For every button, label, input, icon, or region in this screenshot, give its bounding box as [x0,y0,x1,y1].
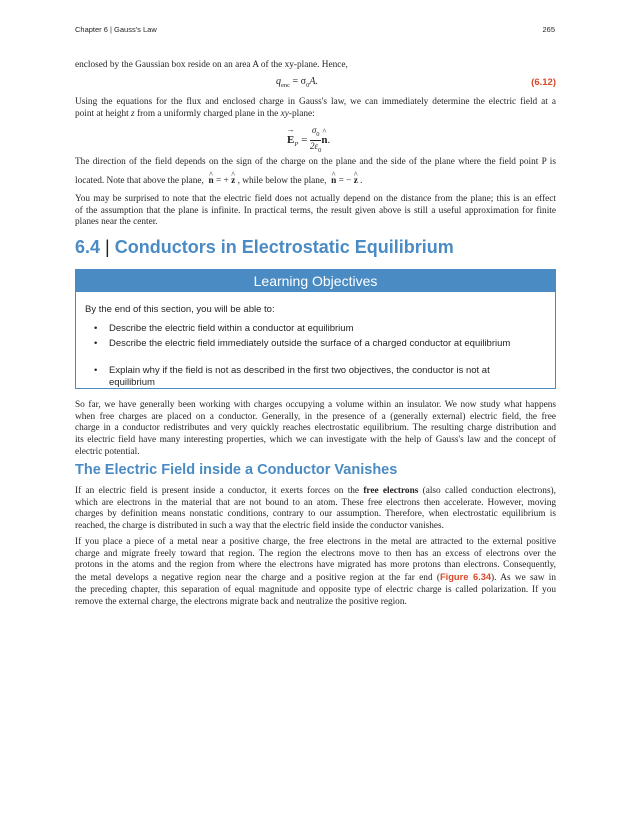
chapter-title: Chapter 6 | Gauss's Law [75,25,157,34]
paragraph-gaussian-box [75,60,556,72]
text-run: point at height [75,108,132,119]
text-run: . [360,175,363,186]
text-run: If an electric field is present inside a conductor, it exerts forces on the [75,486,364,496]
learning-objectives-intro: By the end of this section, you will be able to: [85,304,275,315]
paragraph-line: its electric field have many interesting properties, which we can investigate with the help of Gauss's law and the concept of [75,435,556,446]
paragraph-line [75,572,556,585]
paragraph-line: reached, the charge is distributed in such a way that the electric field inside the conductor vanishes. [75,521,444,532]
sigma: σ [311,125,317,135]
epsilon: 2ε [310,140,319,151]
paragraph-line: enclosed by the Gaussian box reside on an area A of the xy-plane. Hence, [75,60,348,70]
paragraph-line: of the assumption that the plane is infinite. In practical terms, the result given above is still a useful approximation for finite [75,205,556,216]
eq-rhs-sub: 0 [306,82,310,89]
objective-item: • Explain why if the field is not as described in the first two objectives, the conductor is not at equilibrium [109,365,529,389]
paragraph-line: charge and migrate freely toward that region. The region the electrons move to then has an excess of electrons over the [75,548,556,559]
eq-lhs-sub: enc [281,82,291,89]
paragraph-line [75,176,556,188]
math-op: = + [215,175,229,186]
paragraph-line: planes near the center. [75,217,158,228]
paragraph-line [75,486,556,498]
z-hat: ^ z [231,176,235,188]
learning-objectives-box [75,269,556,389]
n-hat: ^ n [321,134,327,146]
math-op: = − [338,175,352,186]
text-run: the metal develops a negative region near the charge and a positive region at the far end ( [75,573,440,584]
paragraph-line: which are electrons in the material that are not bound to an atom. These free electrons then accelerate. However, moving [75,497,556,508]
eq-lhs: q [276,76,281,87]
paragraph-so-far [75,400,556,459]
objective-item: • Describe the electric field within a conductor at equilibrium [109,323,529,335]
eq-rhs: = σ [292,76,307,87]
paragraph-line [75,109,556,121]
page-header [75,25,555,37]
equation-field-plane [287,125,330,156]
paragraph-direction [75,157,556,187]
text-run: , while below the plane, [237,175,327,186]
paragraph-metal-piece [75,537,556,608]
page-number: 265 [542,25,555,34]
math-var: z [131,108,135,119]
eq-equals: = [301,133,308,146]
eq-rhs-tail: A. [309,76,318,87]
paragraph-line: charge in a conductor redistributes and very quickly reaches electrostatic equilibrium. The resulting charge distribution and [75,423,556,434]
paragraph-line: electric potential. [75,446,140,457]
paragraph-line: when free charges are placed on a conductor. Generally, in the presence of a (generally external) electric field, the free [75,411,556,422]
equation-number: (6.12) [531,77,556,88]
section-number: 6.4 [75,237,101,257]
sub: 0 [318,146,322,154]
section-bar: | [105,237,110,257]
z-hat: ^ z [354,176,358,188]
math-var: xy [280,108,289,119]
text-run: located. Note that above the plane, [75,175,204,186]
paragraph-line: So far, we have generally been working with charges occupying a volume within an insulator. We now study what happens [75,400,556,410]
paragraph-line: the preceding chapter, this separation of equal magnitude and opposite type of electric charge is called polarization. If you [75,584,556,595]
period: . [327,133,331,146]
subsection-heading: The Electric Field inside a Conductor Vanishes [75,462,398,478]
text-run: from a uniformly charged plane in the [134,108,281,119]
paragraph-line: charges by definition means nonstatic conditions, contrary to our assumption. Therefore, when electrostatic equilibrium is [75,509,556,520]
section-title: Conductors in Electrostatic Equilibrium [114,237,454,257]
e-vector: → E [287,134,294,146]
n-hat: ^ n [331,176,336,188]
fraction-denominator [310,141,321,156]
key-term: free electrons [363,486,419,496]
paragraph-line: remove the external charge, the electrons migrate back and neutralize the positive region. [75,596,407,607]
figure-link[interactable]: Figure 6.34 [439,572,492,583]
paragraph-line: The direction of the field depends on the sign of the charge on the plane and the side of the plane where the field point P is [75,157,556,167]
paragraph-using-equations [75,97,556,120]
fraction-numerator [310,125,321,141]
paragraph-line: If you place a piece of a metal near a positive charge, the free electrons in the metal are attracted to the external positive [75,537,556,547]
section-heading [75,237,454,258]
text-run: -plane: [288,108,315,119]
text-run: ). As we saw in [491,573,556,584]
paragraph-surprised [75,194,556,229]
eq-sub-p: P [294,141,299,149]
objective-item: • Describe the electric field immediately outside the surface of a charged conductor at equilibrium [109,338,529,350]
learning-objectives-heading: Learning Objectives [76,270,555,292]
fraction [310,125,321,156]
paragraph-field-present [75,486,556,533]
paragraph-line: protons in the atoms and the region from where the electrons have migrated has more protons than electrons. Consequently, [75,560,556,571]
text-run: (also called conduction electrons), [418,486,556,496]
paragraph-line: Using the equations for the flux and enclosed charge in Gauss's law, we can immediately determine the electric field at a [75,97,556,107]
equation-6-12 [276,76,318,89]
n-hat: ^ n [208,176,213,188]
sub: 0 [316,130,320,138]
paragraph-line: You may be surprised to note that the electric field does not actually depend on the distance from the plane; this is an effect [75,194,556,204]
